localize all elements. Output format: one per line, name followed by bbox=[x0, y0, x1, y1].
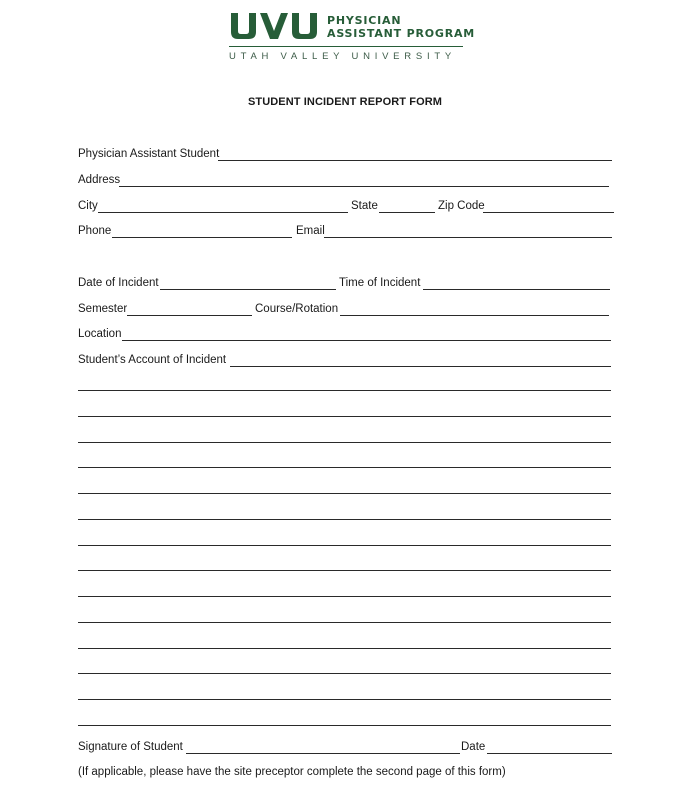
account-line[interactable] bbox=[78, 596, 611, 597]
account-line[interactable] bbox=[78, 442, 611, 443]
zip-field[interactable] bbox=[483, 212, 614, 213]
phone-label: Phone bbox=[78, 225, 112, 237]
date-time-row bbox=[78, 276, 610, 290]
account-line[interactable] bbox=[78, 648, 611, 649]
email-label: Email bbox=[296, 225, 325, 237]
location-label: Location bbox=[78, 328, 122, 340]
phone-field[interactable] bbox=[112, 237, 292, 238]
account-line[interactable] bbox=[78, 673, 611, 674]
uvu-logo-mark bbox=[229, 12, 321, 40]
email-field[interactable] bbox=[324, 237, 612, 238]
city-state-zip-row bbox=[78, 199, 614, 213]
state-field[interactable] bbox=[379, 212, 435, 213]
uvu-logo bbox=[229, 10, 476, 62]
time-of-incident-label: Time of Incident bbox=[339, 277, 421, 289]
state-label: State bbox=[351, 200, 378, 212]
account-line[interactable] bbox=[78, 467, 611, 468]
account-line[interactable] bbox=[78, 390, 611, 391]
semester-course-row bbox=[78, 302, 609, 316]
program-line-2: ASSISTANT PROGRAM bbox=[327, 27, 476, 40]
logo-divider bbox=[229, 46, 463, 47]
program-name bbox=[327, 14, 477, 40]
account-line[interactable] bbox=[78, 699, 611, 700]
signature-row bbox=[78, 740, 612, 754]
form-title: STUDENT INCIDENT REPORT FORM bbox=[247, 96, 443, 108]
account-row bbox=[78, 353, 611, 367]
course-rotation-label: Course/Rotation bbox=[255, 303, 339, 315]
date-of-incident-field[interactable] bbox=[160, 289, 336, 290]
account-line[interactable] bbox=[78, 725, 611, 726]
account-line[interactable] bbox=[78, 493, 611, 494]
zip-label: Zip Code bbox=[438, 200, 485, 212]
university-name: UTAH VALLEY UNIVERSITY bbox=[229, 51, 456, 62]
course-rotation-field[interactable] bbox=[340, 315, 609, 316]
signature-label: Signature of Student bbox=[78, 741, 183, 753]
semester-field[interactable] bbox=[127, 315, 252, 316]
account-field[interactable] bbox=[230, 366, 611, 367]
city-field[interactable] bbox=[98, 212, 348, 213]
account-line[interactable] bbox=[78, 416, 611, 417]
semester-label: Semester bbox=[78, 303, 128, 315]
student-name-label: Physician Assistant Student bbox=[78, 148, 220, 160]
location-field[interactable] bbox=[122, 340, 611, 341]
program-line-1: PHYSICIAN bbox=[327, 14, 402, 27]
address-field[interactable] bbox=[119, 186, 609, 187]
student-name-field[interactable] bbox=[218, 160, 612, 161]
date-of-incident-label: Date of Incident bbox=[78, 277, 159, 289]
account-label: Student’s Account of Incident bbox=[78, 354, 227, 366]
time-of-incident-field[interactable] bbox=[423, 289, 610, 290]
location-row bbox=[78, 327, 611, 341]
address-row bbox=[78, 173, 609, 187]
account-line[interactable] bbox=[78, 545, 611, 546]
address-label: Address bbox=[78, 174, 121, 186]
account-line[interactable] bbox=[78, 519, 611, 520]
account-line[interactable] bbox=[78, 570, 611, 571]
phone-email-row bbox=[78, 224, 612, 238]
signature-field[interactable] bbox=[186, 753, 460, 754]
student-name-row bbox=[78, 147, 612, 161]
account-line[interactable] bbox=[78, 622, 611, 623]
signature-date-label: Date bbox=[461, 741, 486, 753]
city-label: City bbox=[78, 200, 98, 212]
footnote: (If applicable, please have the site preceptor complete the second page of this form) bbox=[78, 766, 506, 778]
signature-date-field[interactable] bbox=[487, 753, 612, 754]
